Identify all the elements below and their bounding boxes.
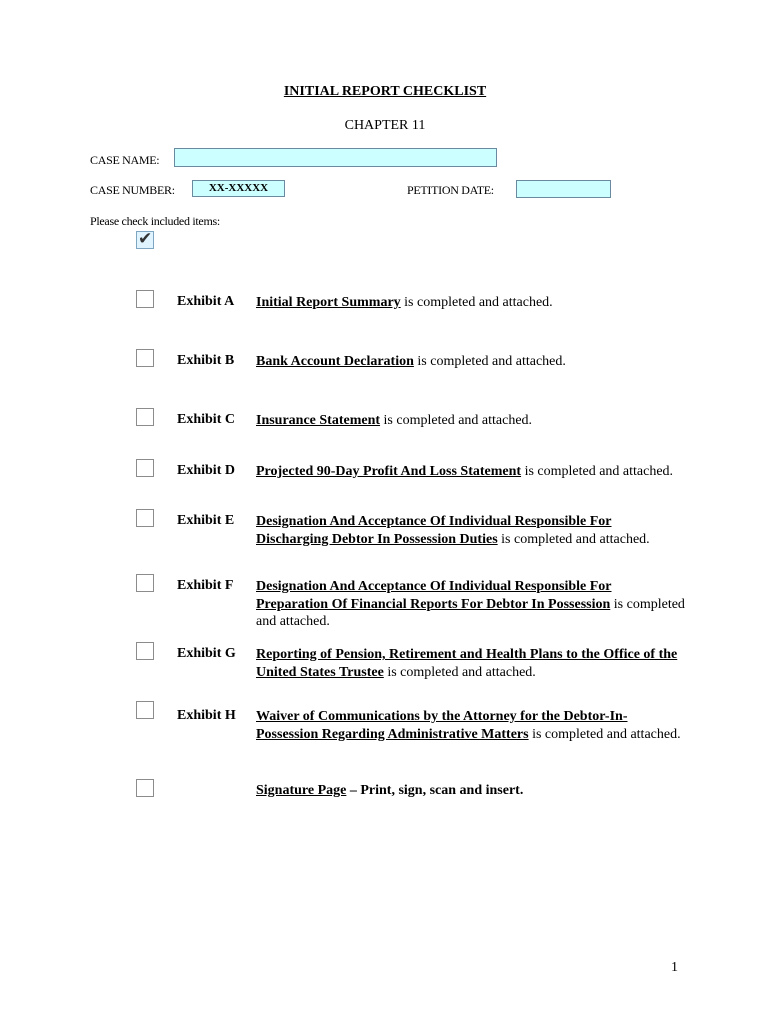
exhibit-label: Exhibit D: [177, 463, 235, 478]
exhibit-label: Exhibit G: [177, 646, 236, 661]
checkbox-item-3[interactable]: [136, 408, 154, 426]
document-title: INITIAL REPORT CHECKLIST: [283, 84, 487, 99]
chapter-subtitle: CHAPTER 11: [344, 118, 426, 133]
exhibit-description: [256, 463, 686, 481]
exhibit-description: [256, 294, 686, 312]
checkbox-item-1[interactable]: [136, 290, 154, 308]
exhibit-title: Designation And Acceptance Of Individual Responsible For Discharging Debtor In Possession Duties: [256, 514, 612, 547]
exhibit-label: Exhibit C: [177, 412, 235, 427]
exhibit-title: Initial Report Summary: [256, 295, 401, 310]
exhibit-description: [256, 708, 686, 743]
exhibit-description: [256, 353, 686, 371]
checkbox-item-6[interactable]: [136, 574, 154, 592]
checkbox-item-4[interactable]: [136, 459, 154, 477]
exhibit-title: Signature Page: [256, 783, 347, 798]
petition-date-label: PETITION DATE:: [407, 183, 494, 197]
exhibit-rest: is completed and attached.: [380, 413, 533, 428]
exhibit-rest: is completed and attached.: [528, 726, 681, 742]
exhibit-description: [256, 513, 686, 548]
exhibit-title: Insurance Statement: [256, 413, 381, 428]
exhibit-title: Projected 90-Day Profit And Loss Statement: [256, 464, 522, 479]
checkbox-item-0[interactable]: [136, 231, 154, 249]
check-instructions: Please check included items:: [90, 214, 220, 228]
exhibit-description: [256, 412, 686, 430]
exhibit-rest: – Print, sign, scan and insert.: [346, 783, 524, 798]
checkmark-icon: ✔: [138, 229, 153, 249]
case-name-field[interactable]: [174, 148, 497, 167]
page-number: 1: [671, 960, 678, 975]
petition-date-field[interactable]: [516, 180, 611, 198]
checkbox-item-5[interactable]: [136, 509, 154, 527]
exhibit-description: [256, 782, 686, 800]
exhibit-title: Waiver of Communications by the Attorney for the Debtor-In-Possession Regarding Administrative Matters: [256, 709, 628, 742]
case-name-label: CASE NAME:: [90, 153, 160, 167]
exhibit-rest: is completed and attached.: [413, 354, 566, 369]
checkbox-item-8[interactable]: [136, 701, 154, 719]
exhibit-description: [256, 578, 686, 631]
exhibit-title: Bank Account Declaration: [256, 354, 414, 369]
case-number-label: CASE NUMBER:: [90, 183, 175, 197]
exhibit-label: Exhibit E: [177, 513, 235, 528]
exhibit-description: [256, 646, 686, 681]
exhibit-label: Exhibit A: [177, 294, 235, 309]
exhibit-rest: is completed and attached.: [256, 596, 685, 629]
checkbox-item-9[interactable]: [136, 779, 154, 797]
exhibit-label: Exhibit F: [177, 578, 234, 593]
exhibit-label: Exhibit H: [177, 708, 236, 723]
exhibit-rest: is completed and attached.: [383, 664, 536, 680]
exhibit-rest: is completed and attached.: [521, 464, 674, 479]
checkbox-item-7[interactable]: [136, 642, 154, 660]
exhibit-rest: is completed and attached.: [400, 295, 553, 310]
exhibit-title: Designation And Acceptance Of Individual Responsible For Preparation Of Financial Reports For Debtor In Possession: [256, 579, 612, 612]
case-number-field[interactable]: XX-XXXXX: [192, 180, 285, 197]
checkbox-item-2[interactable]: [136, 349, 154, 367]
exhibit-title: Reporting of Pension, Retirement and Health Plans to the Office of the United States Trustee: [256, 647, 678, 680]
exhibit-label: Exhibit B: [177, 353, 235, 368]
exhibit-rest: is completed and attached.: [497, 531, 650, 547]
